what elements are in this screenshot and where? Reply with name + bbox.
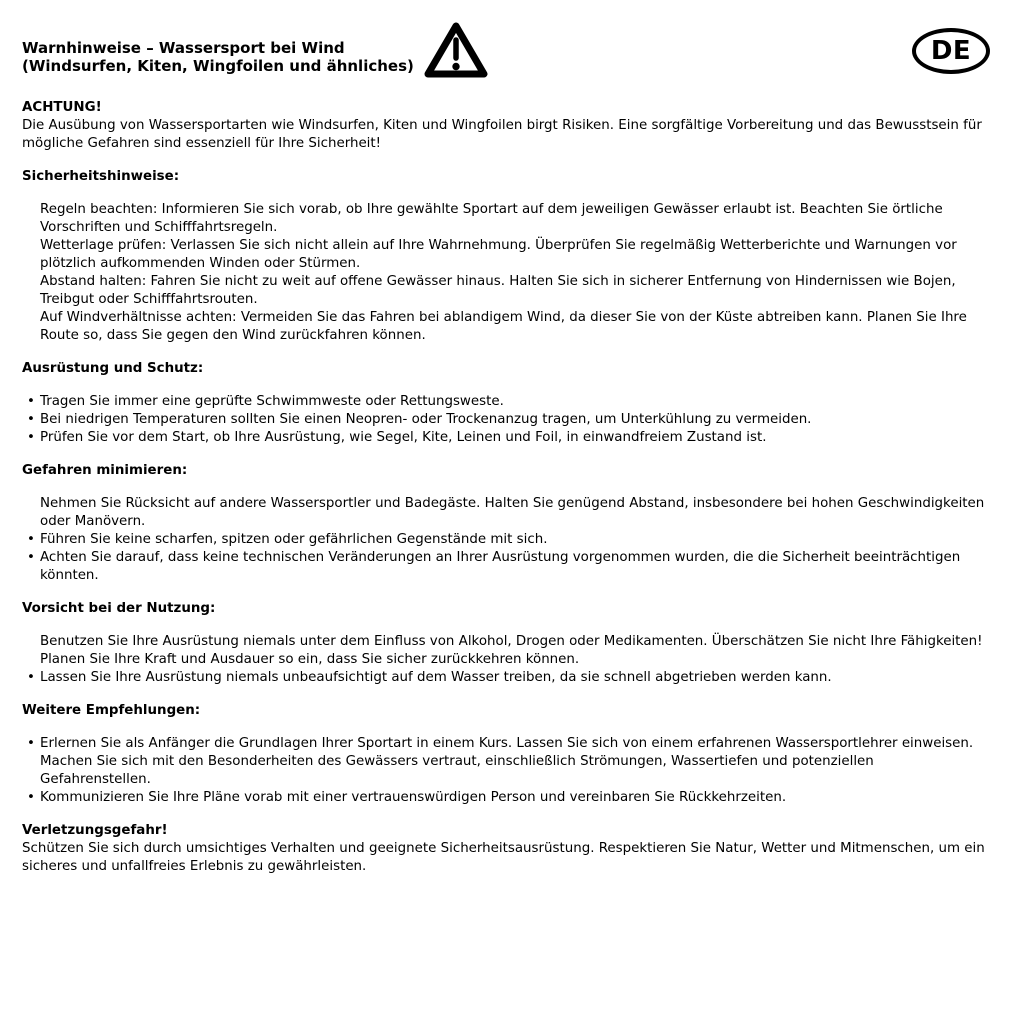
page-title-line2: (Windsurfen, Kiten, Wingfoilen und ähnliches)	[22, 57, 414, 75]
list-item-text: Wetterlage prüfen: Verlassen Sie sich nicht allein auf Ihre Wahrnehmung. Überprüfen Sie regelmäßig Wetterberichte und Warnungen vor plötzlich aufkommenden Winden oder Stürmen.	[40, 238, 957, 271]
indent-spacer	[22, 753, 40, 789]
list-item-text: Regeln beachten: Informieren Sie sich vorab, ob Ihre gewählte Sportart auf dem jeweiligen Gewässer erlaubt ist. Beachten Sie örtliche Vorschriften und Schifffahrtsregeln.	[40, 202, 943, 235]
bullet-list	[22, 393, 990, 447]
list-item-text: Abstand halten: Fahren Sie nicht zu weit auf offene Gewässer hinaus. Halten Sie sich in sicherer Entfernung von Hindernissen wie Bojen, Treibgut oder Schifffahrtsrouten.	[40, 274, 956, 307]
bullet-list	[22, 633, 990, 687]
bullet-list	[22, 735, 990, 807]
list-item-text: Kommunizieren Sie Ihre Pläne vorab mit einer vertrauenswürdigen Person und vereinbaren Sie Rückkehrzeiten.	[40, 790, 787, 805]
indent-spacer	[22, 309, 40, 345]
section-sicherheitshinweise	[22, 168, 990, 345]
list-item-text: Lassen Sie Ihre Ausrüstung niemals unbeaufsichtigt auf dem Wasser treiben, da sie schnell abgetrieben werden kann.	[40, 670, 832, 685]
bullet-icon: •	[27, 790, 35, 805]
list-item-text: Prüfen Sie vor dem Start, ob Ihre Ausrüstung, wie Segel, Kite, Leinen und Foil, in einwandfreiem Zustand ist.	[40, 430, 767, 445]
section-ausruestung	[22, 360, 990, 447]
list-item	[22, 531, 987, 549]
section-heading: Ausrüstung und Schutz:	[22, 361, 204, 376]
list-item	[22, 201, 987, 237]
list-item	[22, 753, 987, 789]
list-item	[22, 273, 987, 309]
bullet-icon: •	[27, 412, 35, 427]
list-item	[22, 495, 987, 531]
list-item	[22, 309, 987, 345]
indent-spacer	[22, 237, 40, 273]
list-item-text: Benutzen Sie Ihre Ausrüstung niemals unter dem Einfluss von Alkohol, Drogen oder Medikamenten. Überschätzen Sie nicht Ihre Fähigkeiten! Planen Sie Ihre Kraft und Ausdauer so ein, dass Sie sicher zurückkehren können.	[40, 634, 983, 667]
list-item-text: Erlernen Sie als Anfänger die Grundlagen Ihrer Sportart in einem Kurs. Lassen Sie sich von einem erfahrenen Wassersportlehrer einweisen.	[40, 736, 974, 751]
list-item-text: Tragen Sie immer eine geprüfte Schwimmweste oder Rettungsweste.	[40, 394, 504, 409]
section-verletzungsgefahr	[22, 822, 990, 876]
list-item-text: Achten Sie darauf, dass keine technischen Veränderungen an Ihrer Ausrüstung vorgenommen wurden, die die Sicherheit beeinträchtigen könnten.	[40, 550, 961, 583]
language-badge	[912, 28, 990, 74]
indent-spacer	[22, 201, 40, 237]
list-item	[22, 411, 987, 429]
indent-spacer	[22, 273, 40, 309]
section-heading: ACHTUNG!	[22, 100, 102, 115]
list-item	[22, 789, 987, 807]
list-item-text: Auf Windverhältnisse achten: Vermeiden Sie das Fahren bei ablandigem Wind, da dieser Sie von der Küste abtreiben kann. Planen Sie Ihre Route so, dass Sie gegen den Wind zurückfahren können.	[40, 310, 967, 343]
list-item	[22, 237, 987, 273]
list-item	[22, 393, 987, 411]
page-title	[22, 39, 414, 75]
section-heading: Verletzungsgefahr!	[22, 823, 168, 838]
language-badge-label: DE	[930, 36, 972, 66]
bullet-icon: •	[27, 736, 35, 751]
section-heading: Vorsicht bei der Nutzung:	[22, 601, 216, 616]
bullet-icon: •	[27, 670, 35, 685]
list-item-text: Führen Sie keine scharfen, spitzen oder gefährlichen Gegenstände mit sich.	[40, 532, 548, 547]
section-empfehlungen	[22, 702, 990, 807]
list-item	[22, 633, 987, 669]
section-gefahren	[22, 462, 990, 585]
list-item-text: Machen Sie sich mit den Besonderheiten des Gewässers vertraut, einschließlich Strömungen, Wassertiefen und potenziellen Gefahrenstellen.	[40, 754, 874, 787]
section-heading: Sicherheitshinweise:	[22, 169, 180, 184]
paragraph-group	[22, 201, 990, 345]
paragraph: Die Ausübung von Wassersportarten wie Windsurfen, Kiten und Wingfoilen birgt Risiken. Eine sorgfältige Vorbereitung und das Bewusstsein für mögliche Gefahren sind essenziell für Ihre Sicherheit!	[22, 118, 982, 151]
list-item	[22, 735, 987, 753]
bullet-list	[22, 495, 990, 585]
section-heading: Weitere Empfehlungen:	[22, 703, 201, 718]
bullet-icon: •	[27, 550, 35, 565]
section-achtung	[22, 99, 990, 153]
section-heading: Gefahren minimieren:	[22, 463, 188, 478]
list-item	[22, 549, 987, 585]
warning-triangle-icon	[424, 21, 488, 83]
bullet-icon: •	[27, 394, 35, 409]
bullet-icon: •	[27, 532, 35, 547]
bullet-icon: •	[27, 430, 35, 445]
section-vorsicht	[22, 600, 990, 687]
indent-spacer	[22, 633, 40, 669]
indent-spacer	[22, 495, 40, 531]
document-header	[22, 20, 990, 83]
list-item	[22, 429, 987, 447]
list-item	[22, 669, 987, 687]
list-item-text: Bei niedrigen Temperaturen sollten Sie einen Neopren- oder Trockenanzug tragen, um Unterkühlung zu vermeiden.	[40, 412, 812, 427]
page-title-line1: Warnhinweise – Wassersport bei Wind	[22, 39, 345, 57]
list-item-text: Nehmen Sie Rücksicht auf andere Wassersportler und Badegäste. Halten Sie genügend Abstand, insbesondere bei hohen Geschwindigkeiten oder Manövern.	[40, 496, 985, 529]
paragraph: Schützen Sie sich durch umsichtiges Verhalten und geeignete Sicherheitsausrüstung. Respektieren Sie Natur, Wetter und Mitmenschen, um ein sicheres und unfallfreies Erlebnis zu gewährleisten.	[22, 841, 985, 874]
